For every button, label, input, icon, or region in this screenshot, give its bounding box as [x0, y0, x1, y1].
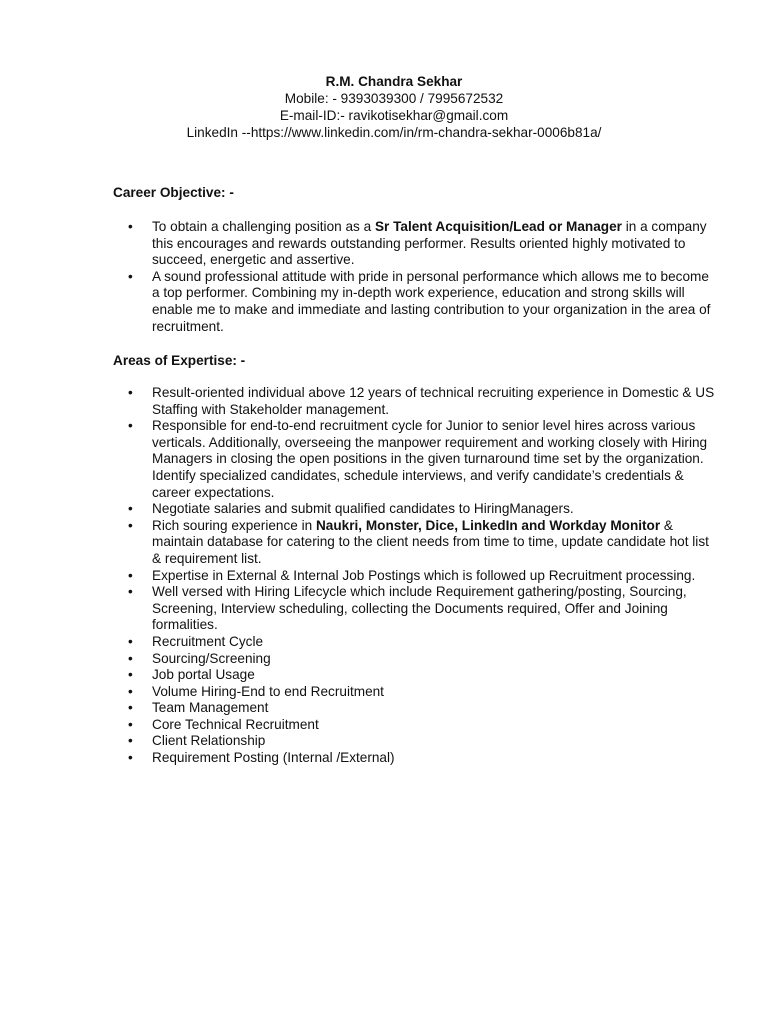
list-item: • Result-oriented individual above 12 years of technical recruiting experience in Domestic & US Staffing with Stakeholder management. [128, 385, 715, 417]
list-item: • Negotiate salaries and submit qualified candidates to HiringManagers. [128, 501, 574, 517]
bullet-icon: • [128, 716, 133, 732]
career-objective-list [113, 219, 733, 335]
bullet-icon: • [128, 219, 133, 234]
list-item: • Core Technical Recruitment [128, 716, 319, 732]
list-item: • Team Management [128, 700, 269, 716]
list-item: • To obtain a challenging position as a Sr Talent Acquisition/Lead or Manager in a company this encourages and rewards outstanding performer. Results oriented highly motivated to succeed, energetic and assertive. [128, 219, 707, 268]
bullet-icon: • [128, 733, 133, 749]
mobile-line: Mobile: - 9393039300 / 7995672532 [284, 91, 504, 106]
bullet-icon: • [128, 584, 133, 600]
candidate-name: R.M. Chandra Sekhar [325, 74, 463, 89]
bullet-icon: • [128, 683, 133, 699]
list-item: • Sourcing/Screening [128, 650, 271, 666]
contact-header [0, 73, 768, 141]
bullet-icon: • [128, 385, 133, 400]
list-item: • Client Relationship [128, 733, 266, 749]
bullet-icon: • [128, 501, 133, 517]
bullet-icon: • [128, 650, 133, 666]
bullet-icon: • [128, 517, 133, 533]
list-item: • Volume Hiring-End to end Recruitment [128, 683, 384, 699]
list-item: • A sound professional attitude with pride in personal performance which allows me to become a top performer. Combining my in-depth work experience, education and strong skills will enable me to make and immediate and lasting contribution to your organization in the area of recruitment. [128, 268, 711, 334]
bullet-icon: • [128, 633, 133, 649]
list-item: • Recruitment Cycle [128, 633, 264, 649]
linkedin-line: LinkedIn --https://www.linkedin.com/in/rm-chandra-sekhar-0006b81a/ [186, 125, 602, 140]
list-item: • Expertise in External & Internal Job Postings which is followed up Recruitment processing. [128, 567, 696, 583]
list-item: • Responsible for end-to-end recruitment cycle for Junior to senior level hires across various verticals. Additionally, overseeing the manpower requirement and working closely with Hiring Managers in closing the open positions in the given turnaround time set by the organization. Identify specialized candidates, schedule interviews, and verify candidate’s credentials & career expectations. [128, 418, 708, 500]
areas-of-expertise-heading: Areas of Expertise: - [113, 353, 246, 368]
list-item: • Well versed with Hiring Lifecycle which include Requirement gathering/posting, Sourcing, Screening, Interview scheduling, collecting the Documents required, Offer and Joining formalities. [128, 584, 687, 633]
bullet-icon: • [128, 750, 133, 766]
email-line: E-mail-ID:- ravikotisekhar@gmail.com [279, 108, 509, 123]
bullet-icon: • [128, 700, 133, 716]
bullet-icon: • [128, 268, 133, 284]
bullet-icon: • [128, 667, 133, 683]
bullet-icon: • [128, 567, 133, 583]
list-item: • Requirement Posting (Internal /External) [128, 750, 395, 766]
areas-of-expertise-list [113, 385, 733, 767]
list-item: • Job portal Usage [128, 667, 255, 683]
career-objective-heading: Career Objective: - [113, 185, 234, 200]
bullet-icon: • [128, 418, 133, 434]
list-item: • Rich souring experience in Naukri, Monster, Dice, LinkedIn and Workday Monitor & maintain database for catering to the client needs from time to time, update candidate hot list & requirement list. [128, 517, 709, 566]
